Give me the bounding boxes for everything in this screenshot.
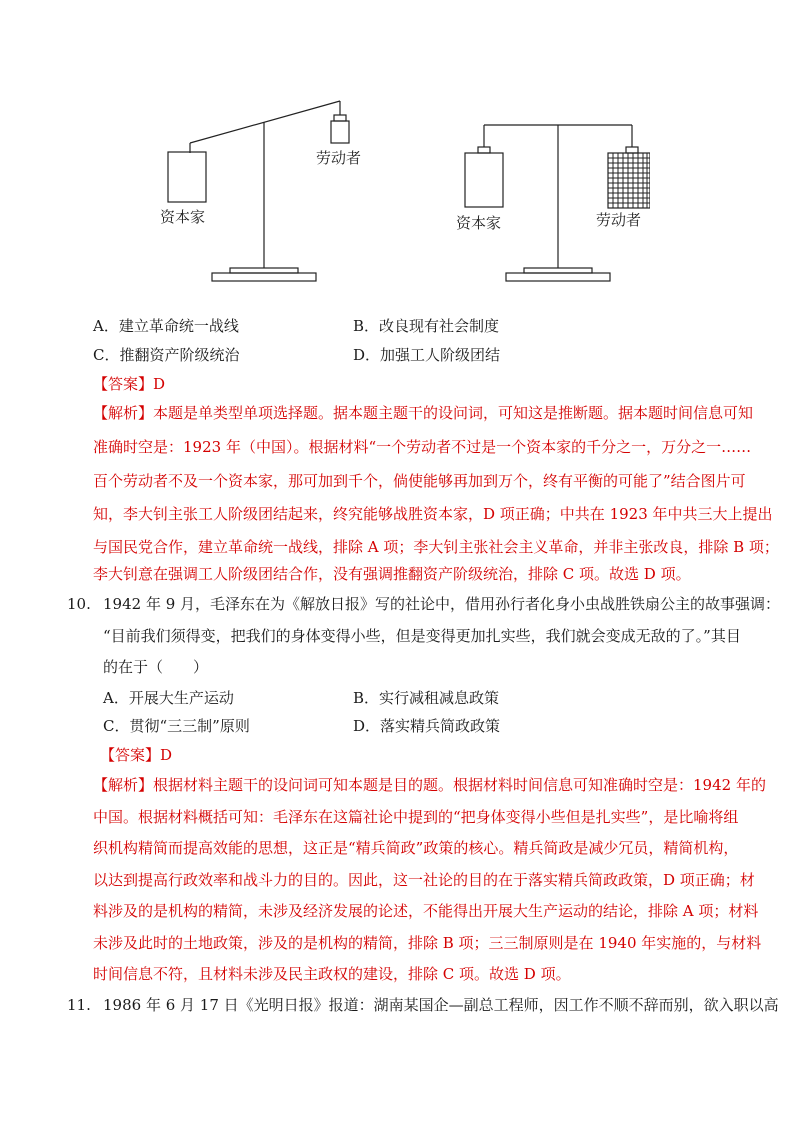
right-capitalist-label: 资本家	[456, 214, 502, 232]
q9-option-a: A．建立革命统一战线	[93, 317, 239, 335]
q10-analysis-line-5: 料涉及的是机构的精简，未涉及经济发展的论述，不能得出开展大生产运动的结论，排除 A 项；材料	[93, 902, 759, 920]
q10-option-c: C．贯彻“三三制”原则	[103, 717, 250, 735]
q9-analysis-line-2: 准确时空是：1923 年（中国）。根据材料“一个劳动者不过是一个资本家的千分之一，万分之一……	[93, 438, 752, 456]
right-worker-grid-weight	[608, 153, 650, 208]
q10-analysis-line-7: 时间信息不符，且材料未涉及民主政权的建设，排除 C 项。故选 D 项。	[93, 965, 571, 983]
q10-stem-line-2: “目前我们须得变，把我们的身体变得小些，但是变得更加扎实些，我们就会变成无敌的了。”其目	[103, 627, 741, 645]
q9-analysis-line-4: 知，李大钊主张工人阶级团结起来，终究能够战胜资本家，D 项正确；中共在 1923 年中共三大上提出	[93, 505, 773, 523]
q10-stem-line-1: 1942 年 9 月，毛泽东在为《解放日报》写的社论中，借用孙行者化身小虫战胜铁扇公主的故事强调：	[103, 595, 781, 613]
q10-number: 10.	[67, 595, 91, 613]
q9-analysis-line-1: 【解析】本题是单类型单项选择题。据本题主题干的设问词，可知这是推断题。据本题时间信息可知	[93, 404, 754, 422]
left-balance-scale	[168, 101, 349, 281]
q10-answer: 【答案】D	[100, 746, 173, 764]
q11-stem-line-1: 1986 年 6 月 17 日《光明日报》报道：湖南某国企—副总工程师，因工作不顺不辞而别，欲入职以高	[103, 996, 779, 1014]
q10-option-a: A．开展大生产运动	[103, 689, 234, 707]
worker-grid-lines	[608, 153, 650, 208]
q10-analysis-line-4: 以达到提高行政效率和战斗力的目的。因此，这一社论的目的在于落实精兵简政政策，D 项正确；材	[93, 871, 755, 889]
q10-analysis-line-3: 织机构精简而提高效能的思想，这正是“精兵简政”政策的核心。精兵简政是减少冗员，精简机构，	[93, 839, 739, 857]
left-worker-label: 劳动者	[316, 149, 362, 167]
q9-analysis-line-6: 李大钊意在强调工人阶级团结合作，没有强调推翻资产阶级统治，排除 C 项。故选 D 项。	[93, 565, 691, 583]
left-worker-weight	[331, 121, 349, 143]
q10-analysis-line-1: 【解析】根据材料主题干的设问词可知本题是目的题。根据材料时间信息可知准确时空是：1942 年的	[93, 776, 766, 794]
q9-analysis-line-3: 百个劳动者不及一个资本家，那可加到千个，倘使能够再加到万个，终有平衡的可能了”结合图片可	[93, 472, 746, 490]
q10-analysis-line-6: 未涉及此时的土地政策，涉及的是机构的精简，排除 B 项；三三制原则是在 1940 年实施的，与材料	[93, 934, 762, 952]
q9-answer: 【答案】D	[93, 375, 166, 393]
left-capitalist-label: 资本家	[160, 208, 206, 226]
q9-option-d: D．加强工人阶级团结	[353, 346, 501, 364]
right-worker-label: 劳动者	[596, 211, 642, 229]
balance-scale-figures	[150, 95, 650, 310]
q10-analysis-line-2: 中国。根据材料概括可知：毛泽东在这篇社论中提到的“把身体变得小些但是扎实些”，是比喻将组	[93, 808, 739, 826]
q9-option-b: B．改良现有社会制度	[353, 317, 500, 335]
left-capitalist-weight	[168, 152, 206, 202]
q9-option-c: C．推翻资产阶级统治	[93, 346, 240, 364]
q9-analysis-line-5: 与国民党合作，建立革命统一战线，排除 A 项；李大钊主张社会主义革命，并非主张改良，排除 B 项；	[93, 538, 779, 556]
left-scale-beam	[190, 101, 340, 143]
q10-option-d: D．落实精兵简政政策	[353, 717, 501, 735]
q10-stem-line-3: 的在于（ ）	[103, 658, 209, 676]
q10-option-b: B．实行减租减息政策	[353, 689, 500, 707]
right-capitalist-weight	[465, 153, 503, 207]
q11-number: 11.	[67, 996, 91, 1014]
